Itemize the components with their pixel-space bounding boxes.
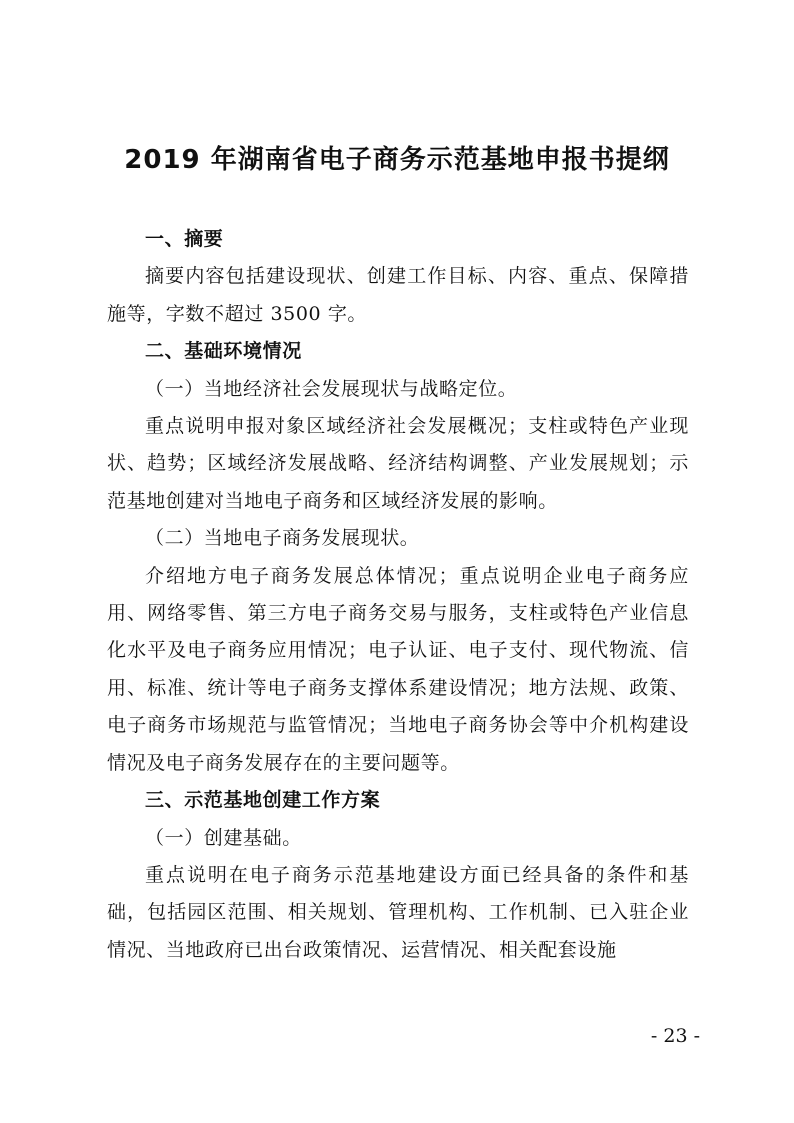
paragraph-foundation: 重点说明在电子商务示范基地建设方面已经具备的条件和基础，包括园区范围、相关规划、管理机构、工作机制、已入驻企业情况、当地政府已出台政策情况、运营情况、相关配套设施 bbox=[107, 863, 689, 961]
paragraph-ecommerce-status: 介绍地方电子商务发展总体情况；重点说明企业电子商务应用、网络零售、第三方电子商务交易与服务，支柱或特色产业信息化水平及电子商务应用情况；电子认证、电子支付、现代物流、信用、标准、统计等电子商务支撑体系建设情况；地方法规、政策、电子商务市场规范与监管情况；当地电子商务协会等中介机构建设情况及电子商务发展存在的主要问题等。 bbox=[107, 564, 689, 774]
section-heading-work-plan: 三、示范基地创建工作方案 bbox=[145, 789, 381, 812]
subheading-foundation: （一）创建基础。 bbox=[145, 826, 302, 849]
section-heading-summary: 一、摘要 bbox=[145, 228, 224, 250]
subheading-economic-status: （一）当地经济社会发展现状与战略定位。 bbox=[145, 377, 518, 400]
page-number: - 23 - bbox=[650, 1025, 700, 1047]
subheading-ecommerce-status: （二）当地电子商务发展现状。 bbox=[145, 527, 420, 550]
document-title: 2019 年湖南省电子商务示范基地申报书提纲 bbox=[124, 145, 670, 175]
document-body bbox=[107, 221, 689, 969]
paragraph-economic-status: 重点说明申报对象区域经济社会发展概况；支柱或特色产业现状、趋势；区域经济发展战略、经济结构调整、产业发展规划；示范基地创建对当地电子商务和区域经济发展的影响。 bbox=[107, 415, 689, 512]
section-heading-environment: 二、基础环境情况 bbox=[145, 340, 302, 363]
paragraph-summary-content: 摘要内容包括建设现状、创建工作目标、内容、重点、保障措施等，字数不超过 3500 字。 bbox=[107, 265, 689, 325]
